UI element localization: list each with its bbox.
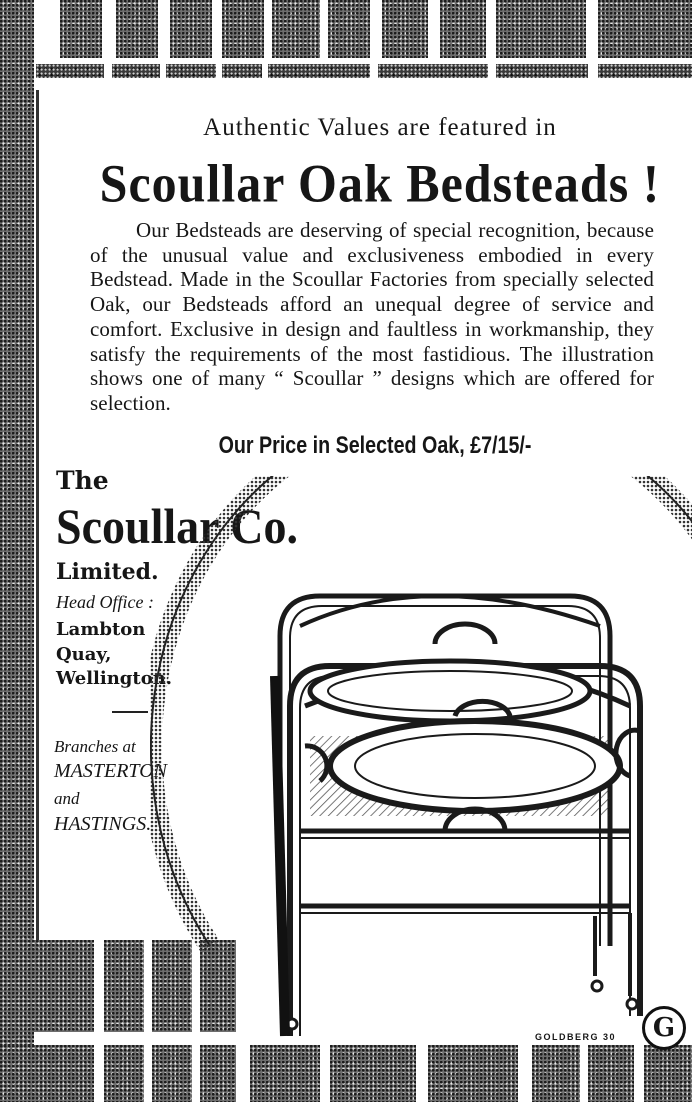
address-line: Quay,: [56, 644, 112, 665]
border-strip: [268, 64, 370, 78]
border-block: [0, 1045, 94, 1102]
artist-signature: GOLDBERG 30: [532, 1031, 619, 1043]
address-line: Wellington.: [56, 668, 173, 689]
border-block: [496, 0, 586, 58]
company-limited: Limited.: [56, 559, 159, 585]
border-block: [0, 940, 94, 1032]
bedstead-illustration-icon: [150, 476, 692, 1102]
border-strip: [598, 64, 692, 78]
border-strip: [496, 64, 588, 78]
branch-line: and: [54, 789, 80, 808]
divider: [112, 711, 148, 713]
head-office-label: Head Office :: [56, 592, 154, 612]
border-block: [328, 0, 370, 58]
company-name: Scoullar Co.: [56, 498, 298, 554]
address-line: Lambton: [56, 619, 146, 640]
border-block: [170, 0, 212, 58]
branch-line: HASTINGS.: [54, 813, 152, 835]
left-border-rule: [36, 90, 39, 940]
border-strip: [378, 64, 488, 78]
body-copy: Our Bedsteads are deserving of special recognition, because of the unusual value and exclusiveness embodied in every Bedstead. Made in the Scoullar Factories from specially selected Oak, our Bedsteads afford an unequal degree of service and comfort. Exclusive in design and faultless in workmanship, they satisfy the requirements of the most fastidious. The illustration shows one of many “ Scoullar ” designs which are offered for selection.: [90, 218, 654, 415]
border-strip: [222, 64, 262, 78]
border-block: [104, 940, 144, 1032]
border-block: [272, 0, 320, 58]
price-line: Our Price in Selected Oak, £7/15/-: [218, 432, 532, 459]
left-border: [0, 0, 34, 1102]
top-border-band: [0, 0, 692, 88]
company-article: The: [56, 466, 109, 495]
border-strip: [36, 64, 104, 78]
border-block: [222, 0, 264, 58]
branch-line: MASTERTON: [54, 760, 167, 782]
stamp-logo: G: [642, 1006, 686, 1050]
branches-label: Branches at: [54, 737, 136, 756]
border-block: [440, 0, 486, 58]
headline: Scoullar Oak Bedsteads !: [99, 153, 661, 214]
border-block: [382, 0, 428, 58]
border-block: [116, 0, 158, 58]
border-strip: [112, 64, 160, 78]
border-block: [60, 0, 102, 58]
border-block: [598, 0, 692, 58]
border-block: [104, 1045, 144, 1102]
preheadline: Authentic Values are featured in: [203, 114, 557, 141]
border-strip: [166, 64, 216, 78]
